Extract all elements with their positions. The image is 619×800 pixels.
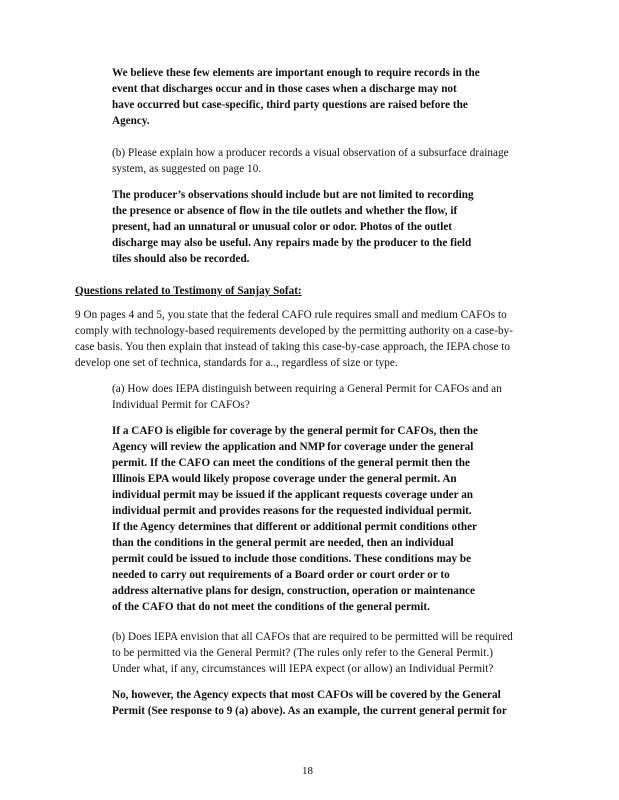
text-line: than the conditions in the general permit are needed, then an individual xyxy=(112,537,454,549)
text-line: If a CAFO is eligible for coverage by the general permit for CAFOs, then the xyxy=(112,425,478,437)
text-line: discharge may also be useful. Any repairs made by the producer to the field xyxy=(112,237,472,249)
text-line: The producer’s observations should include but are not limited to recording xyxy=(112,189,474,201)
text-line: to be permitted via the General Permit? (The rules only refer to the General Permit.) xyxy=(112,647,494,659)
text-line: address alternative plans for design, construction, operation or maintenance xyxy=(112,585,475,597)
section-heading: Questions related to Testimony of Sanjay Sofat: xyxy=(75,285,302,297)
text-line: Agency. xyxy=(112,115,150,127)
text-line: develop one set of technica, standards for a.., regardless of size or type. xyxy=(75,357,398,369)
text-line: Illinois EPA would likely propose coverage under the general permit. An xyxy=(112,473,457,485)
text-line: comply with technology-based requirements developed by the permitting authority on a case-by- xyxy=(75,325,514,337)
text-line: No, however, the Agency expects that most CAFOs will be covered by the General xyxy=(112,689,501,701)
text-line: tiles should also be recorded. xyxy=(112,253,250,265)
text-line: individual permit may be issued if the applicant requests coverage under an xyxy=(112,489,474,501)
text-line: system, as suggested on page 10. xyxy=(112,163,262,175)
text-line: permit could be issued to include those conditions. These conditions may be xyxy=(112,553,472,565)
text-line: We believe these few elements are important enough to require records in the xyxy=(112,67,480,79)
text-line: Under what, if any, circumstances will IEPA expect (or allow) an Individual Permit? xyxy=(112,663,494,675)
text-line: the presence or absence of flow in the tile outlets and whether the flow, if xyxy=(112,205,458,217)
text-line: permit. If the CAFO can meet the conditions of the general permit then the xyxy=(112,457,470,469)
text-line: Agency will review the application and NMP for coverage under the general xyxy=(112,441,474,453)
text-line: (a) How does IEPA distinguish between requiring a General Permit for CAFOs and an xyxy=(112,383,502,395)
text-line: of the CAFO that do not meet the conditions of the general permit. xyxy=(112,601,430,613)
text-line: needed to carry out requirements of a Board order or court order or to xyxy=(112,569,450,581)
page-number: 18 xyxy=(302,765,313,777)
text-line: Individual Permit for CAFOs? xyxy=(112,399,250,411)
text-line: have occurred but case-specific, third party questions are raised before the xyxy=(112,99,468,111)
text-line: present, had an unnatural or unusual color or odor. Photos of the outlet xyxy=(112,221,453,233)
text-line: case basis. You then explain that instead of taking this case-by-case approach, the IEPA chose to xyxy=(75,341,511,353)
text-line: (b) Please explain how a producer records a visual observation of a subsurface drainage xyxy=(112,147,509,159)
text-line: 9 On pages 4 and 5, you state that the federal CAFO rule requires small and medium CAFOs to xyxy=(75,309,507,321)
text-line: If the Agency determines that different or additional permit conditions other xyxy=(112,521,478,533)
text-line: Permit (See response to 9 (a) above). As an example, the current general permit for xyxy=(112,705,507,717)
text-line: (b) Does IEPA envision that all CAFOs that are required to be permitted will be required xyxy=(112,631,513,643)
text-line: individual permit and provides reasons for the requested individual permit. xyxy=(112,505,472,517)
text-line: event that discharges occur and in those cases when a discharge may not xyxy=(112,83,457,95)
